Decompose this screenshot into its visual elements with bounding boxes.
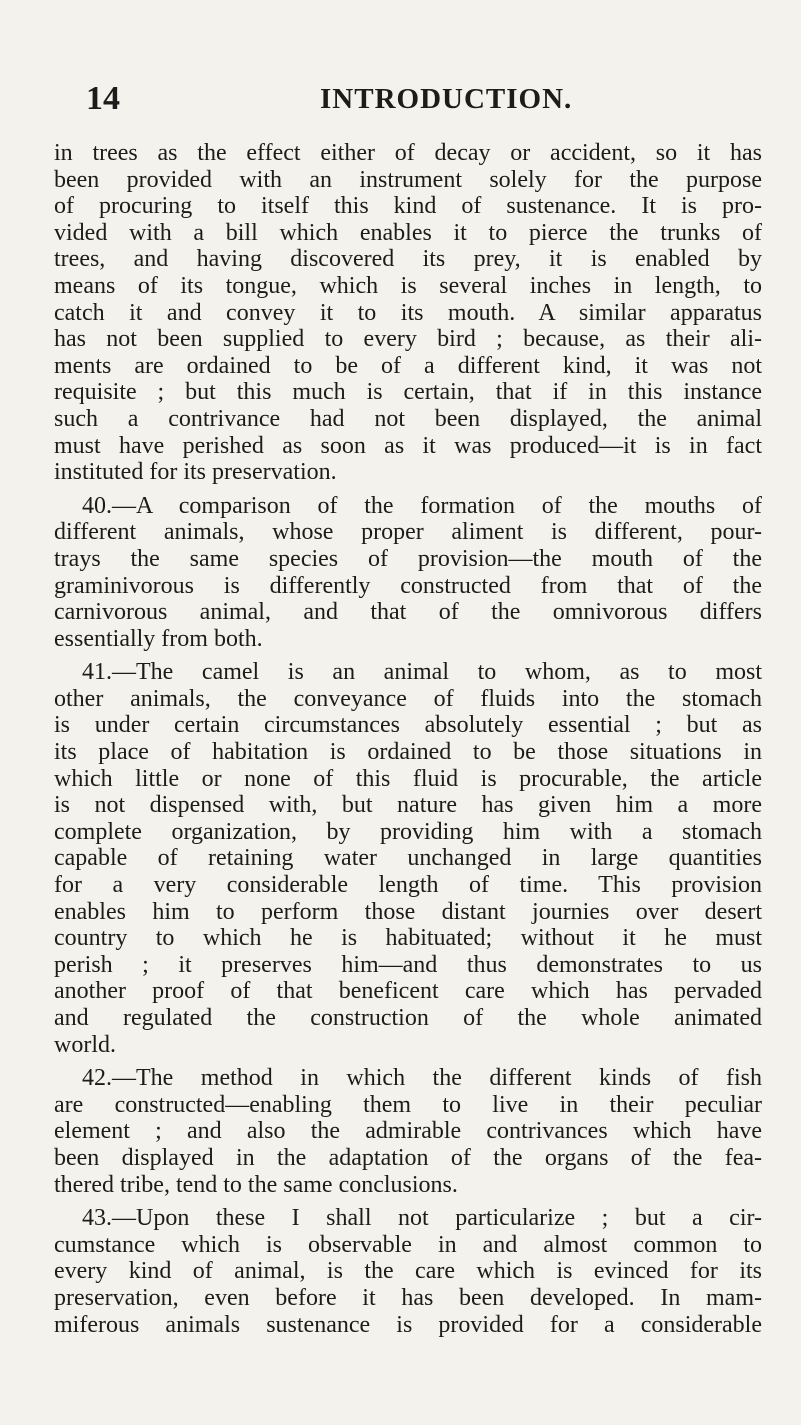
text-line: 43.—Upon these I shall not particularize ; but a cir- xyxy=(82,1205,762,1232)
text-line: vided with a bill which enables it to pierce the trunks of xyxy=(54,219,762,246)
running-head: INTRODUCTION. xyxy=(320,83,573,115)
body-text xyxy=(54,140,762,1338)
text-line: different animals, whose proper aliment is different, pour- xyxy=(54,519,762,546)
paragraph xyxy=(54,659,762,1058)
text-line: 41.—The camel is an animal to whom, as to most xyxy=(82,659,762,686)
text-line: graminivorous is differently constructed from that of the xyxy=(54,572,762,599)
text-line: must have perished as soon as it was produced—it is in fact xyxy=(54,432,762,459)
text-line: miferous animals sustenance is provided for a considerable xyxy=(54,1311,762,1338)
text-line: its place of habitation is ordained to be those situations in xyxy=(54,739,762,766)
text-line: requisite ; but this much is certain, that if in this instance xyxy=(54,379,762,406)
text-line: enables him to perform those distant journies over desert xyxy=(54,898,762,925)
text-line: carnivorous animal, and that of the omnivorous differs xyxy=(54,599,762,626)
text-line: capable of retaining water unchanged in large quantities xyxy=(54,845,762,872)
text-line: world. xyxy=(54,1031,116,1058)
text-line: preservation, even before it has been developed. In mam- xyxy=(54,1284,762,1311)
text-line: country to which he is habituated; without it he must xyxy=(54,925,762,952)
text-line: for a very considerable length of time. This provision xyxy=(54,872,762,899)
text-line: thered tribe, tend to the same conclusions. xyxy=(54,1171,458,1198)
text-line: cumstance which is observable in and almost common to xyxy=(54,1231,762,1258)
text-line: every kind of animal, is the care which is evinced for its xyxy=(54,1258,762,1285)
paragraph xyxy=(54,493,762,653)
text-line: catch it and convey it to its mouth. A similar apparatus xyxy=(54,299,762,326)
text-line: 40.—A comparison of the formation of the mouths of xyxy=(82,492,762,519)
text-line: essentially from both. xyxy=(54,625,263,652)
text-line: trays the same species of provision—the mouth of the xyxy=(54,545,762,572)
text-line: is not dispensed with, but nature has given him a more xyxy=(54,792,762,819)
text-line: another proof of that beneficent care which has pervaded xyxy=(54,978,762,1005)
text-line: been provided with an instrument solely for the purpose xyxy=(54,166,762,193)
text-line: element ; and also the admirable contrivances which have xyxy=(54,1118,762,1145)
text-line: ments are ordained to be of a different kind, it was not xyxy=(54,352,762,379)
text-line: is under certain circumstances absolutely essential ; but as xyxy=(54,712,762,739)
text-line: has not been supplied to every bird ; because, as their ali- xyxy=(54,326,762,353)
text-line: complete organization, by providing him with a stomach xyxy=(54,818,762,845)
text-line: in trees as the effect either of decay or accident, so it has xyxy=(54,140,762,166)
paragraph xyxy=(54,1205,762,1338)
text-line: of procuring to itself this kind of sustenance. It is pro- xyxy=(54,193,762,220)
text-line: 42.—The method in which the different kinds of fish xyxy=(82,1065,762,1092)
paragraph xyxy=(54,1065,762,1198)
text-line: which little or none of this fluid is procurable, the article xyxy=(54,765,762,792)
text-line: are constructed—enabling them to live in their peculiar xyxy=(54,1091,762,1118)
text-line: and regulated the construction of the whole animated xyxy=(54,1005,762,1031)
text-line: such a contrivance had not been displayed, the animal xyxy=(54,405,762,432)
text-line: other animals, the conveyance of fluids into the stomach xyxy=(54,685,762,712)
paragraph xyxy=(54,140,762,486)
text-line: instituted for its preservation. xyxy=(54,459,337,486)
text-line: been displayed in the adaptation of the organs of the fea- xyxy=(54,1144,762,1171)
text-line: perish ; it preserves him—and thus demonstrates to us xyxy=(54,951,762,978)
page-number: 14 xyxy=(86,80,120,117)
text-line: trees, and having discovered its prey, it is enabled by xyxy=(54,246,762,273)
text-line: means of its tongue, which is several inches in length, to xyxy=(54,272,762,299)
